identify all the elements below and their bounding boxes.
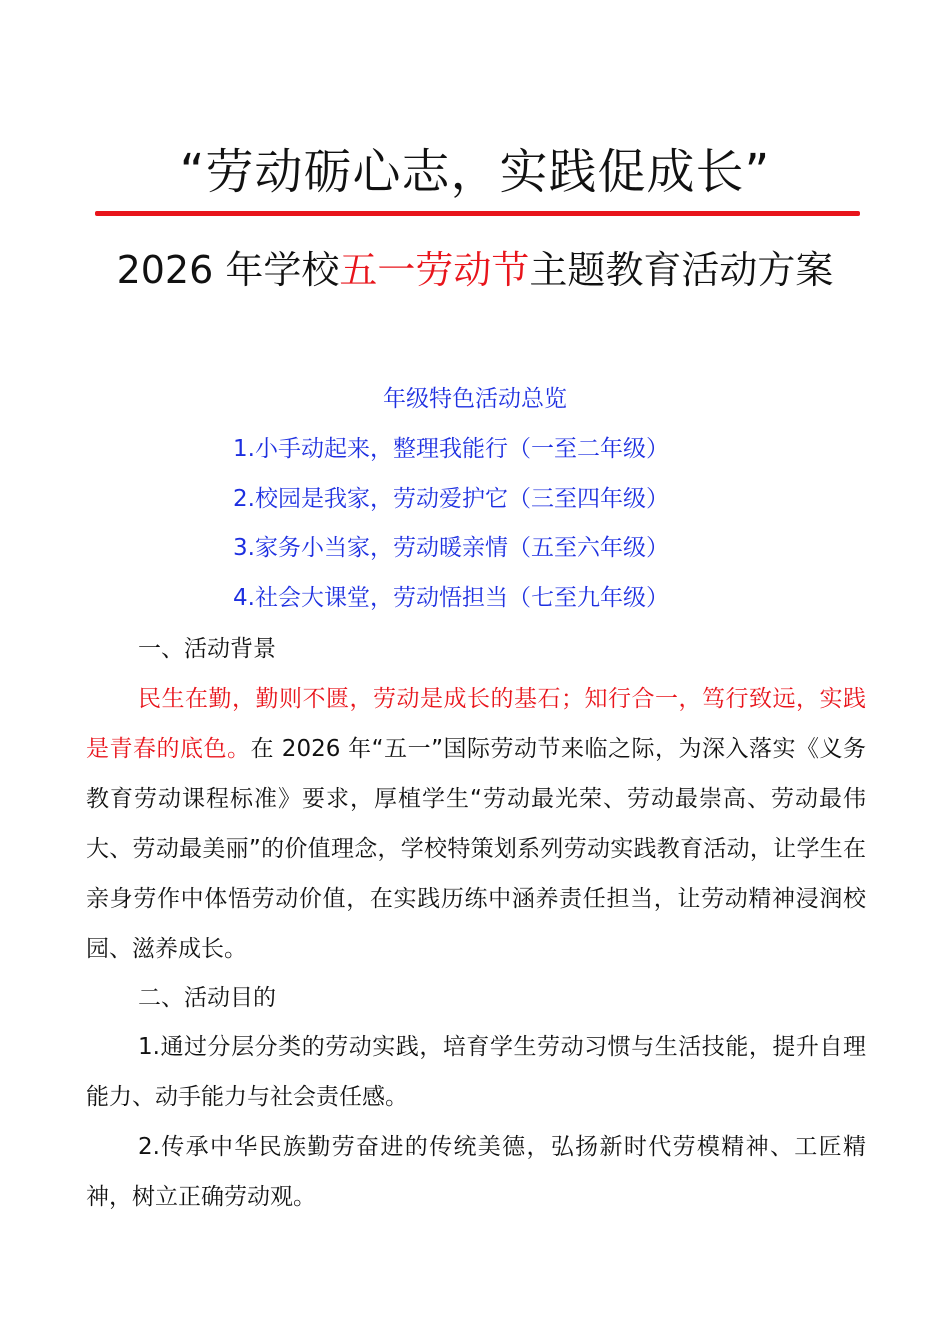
background-paragraph <box>86 674 866 974</box>
purpose-point: 1.通过分层分类的劳动实践，培育学生劳动习惯与生活技能，提升自理能力、动手能力与社会责任感。 <box>86 1034 866 1110</box>
document-title <box>90 236 860 304</box>
document-title-quote: “劳动砺心志，实践促成长” <box>179 144 771 200</box>
background-highlight-text: 民生在勤，勤则不匮，劳动是成长的基石；知行合一，笃行致远，实践是青春的底色。 <box>86 686 866 762</box>
overview-item: 2.校园是我家，劳动爱护它（三至四年级） <box>233 486 669 512</box>
overview-item: 4.社会大课堂，劳动悟担当（七至九年级） <box>233 585 669 611</box>
section-heading-background: 一、活动背景 <box>138 636 276 662</box>
title-suffix: 主题教育活动方案 <box>529 248 834 292</box>
title-prefix: 2026 年学校 <box>116 248 340 292</box>
title-highlight: 五一劳动节 <box>339 248 530 292</box>
title-divider <box>95 211 860 216</box>
overview-item: 3.家务小当家，劳动暖亲情（五至六年级） <box>233 535 669 561</box>
overview-item: 1.小手动起来，整理我能行（一至二年级） <box>233 436 669 462</box>
overview-heading: 年级特色活动总览 <box>383 386 567 412</box>
purpose-point: 2.传承中华民族勤劳奋进的传统美德，弘扬新时代劳模精神、工匠精神，树立正确劳动观。 <box>86 1134 866 1210</box>
background-body-text: 在 2026 年“五一”国际劳动节来临之际，为深入落实《义务教育劳动课程标准》要求，厚植学生“劳动最光荣、劳动最崇高、劳动最伟大、劳动最美丽”的价值理念，学校特策划系列劳动实践教育活动，让学生在亲身劳作中体悟劳动价值，在实践历练中涵养责任担当，让劳动精神浸润校园、滋养成长。 <box>86 736 866 962</box>
section-heading-purpose: 二、活动目的 <box>138 985 276 1011</box>
